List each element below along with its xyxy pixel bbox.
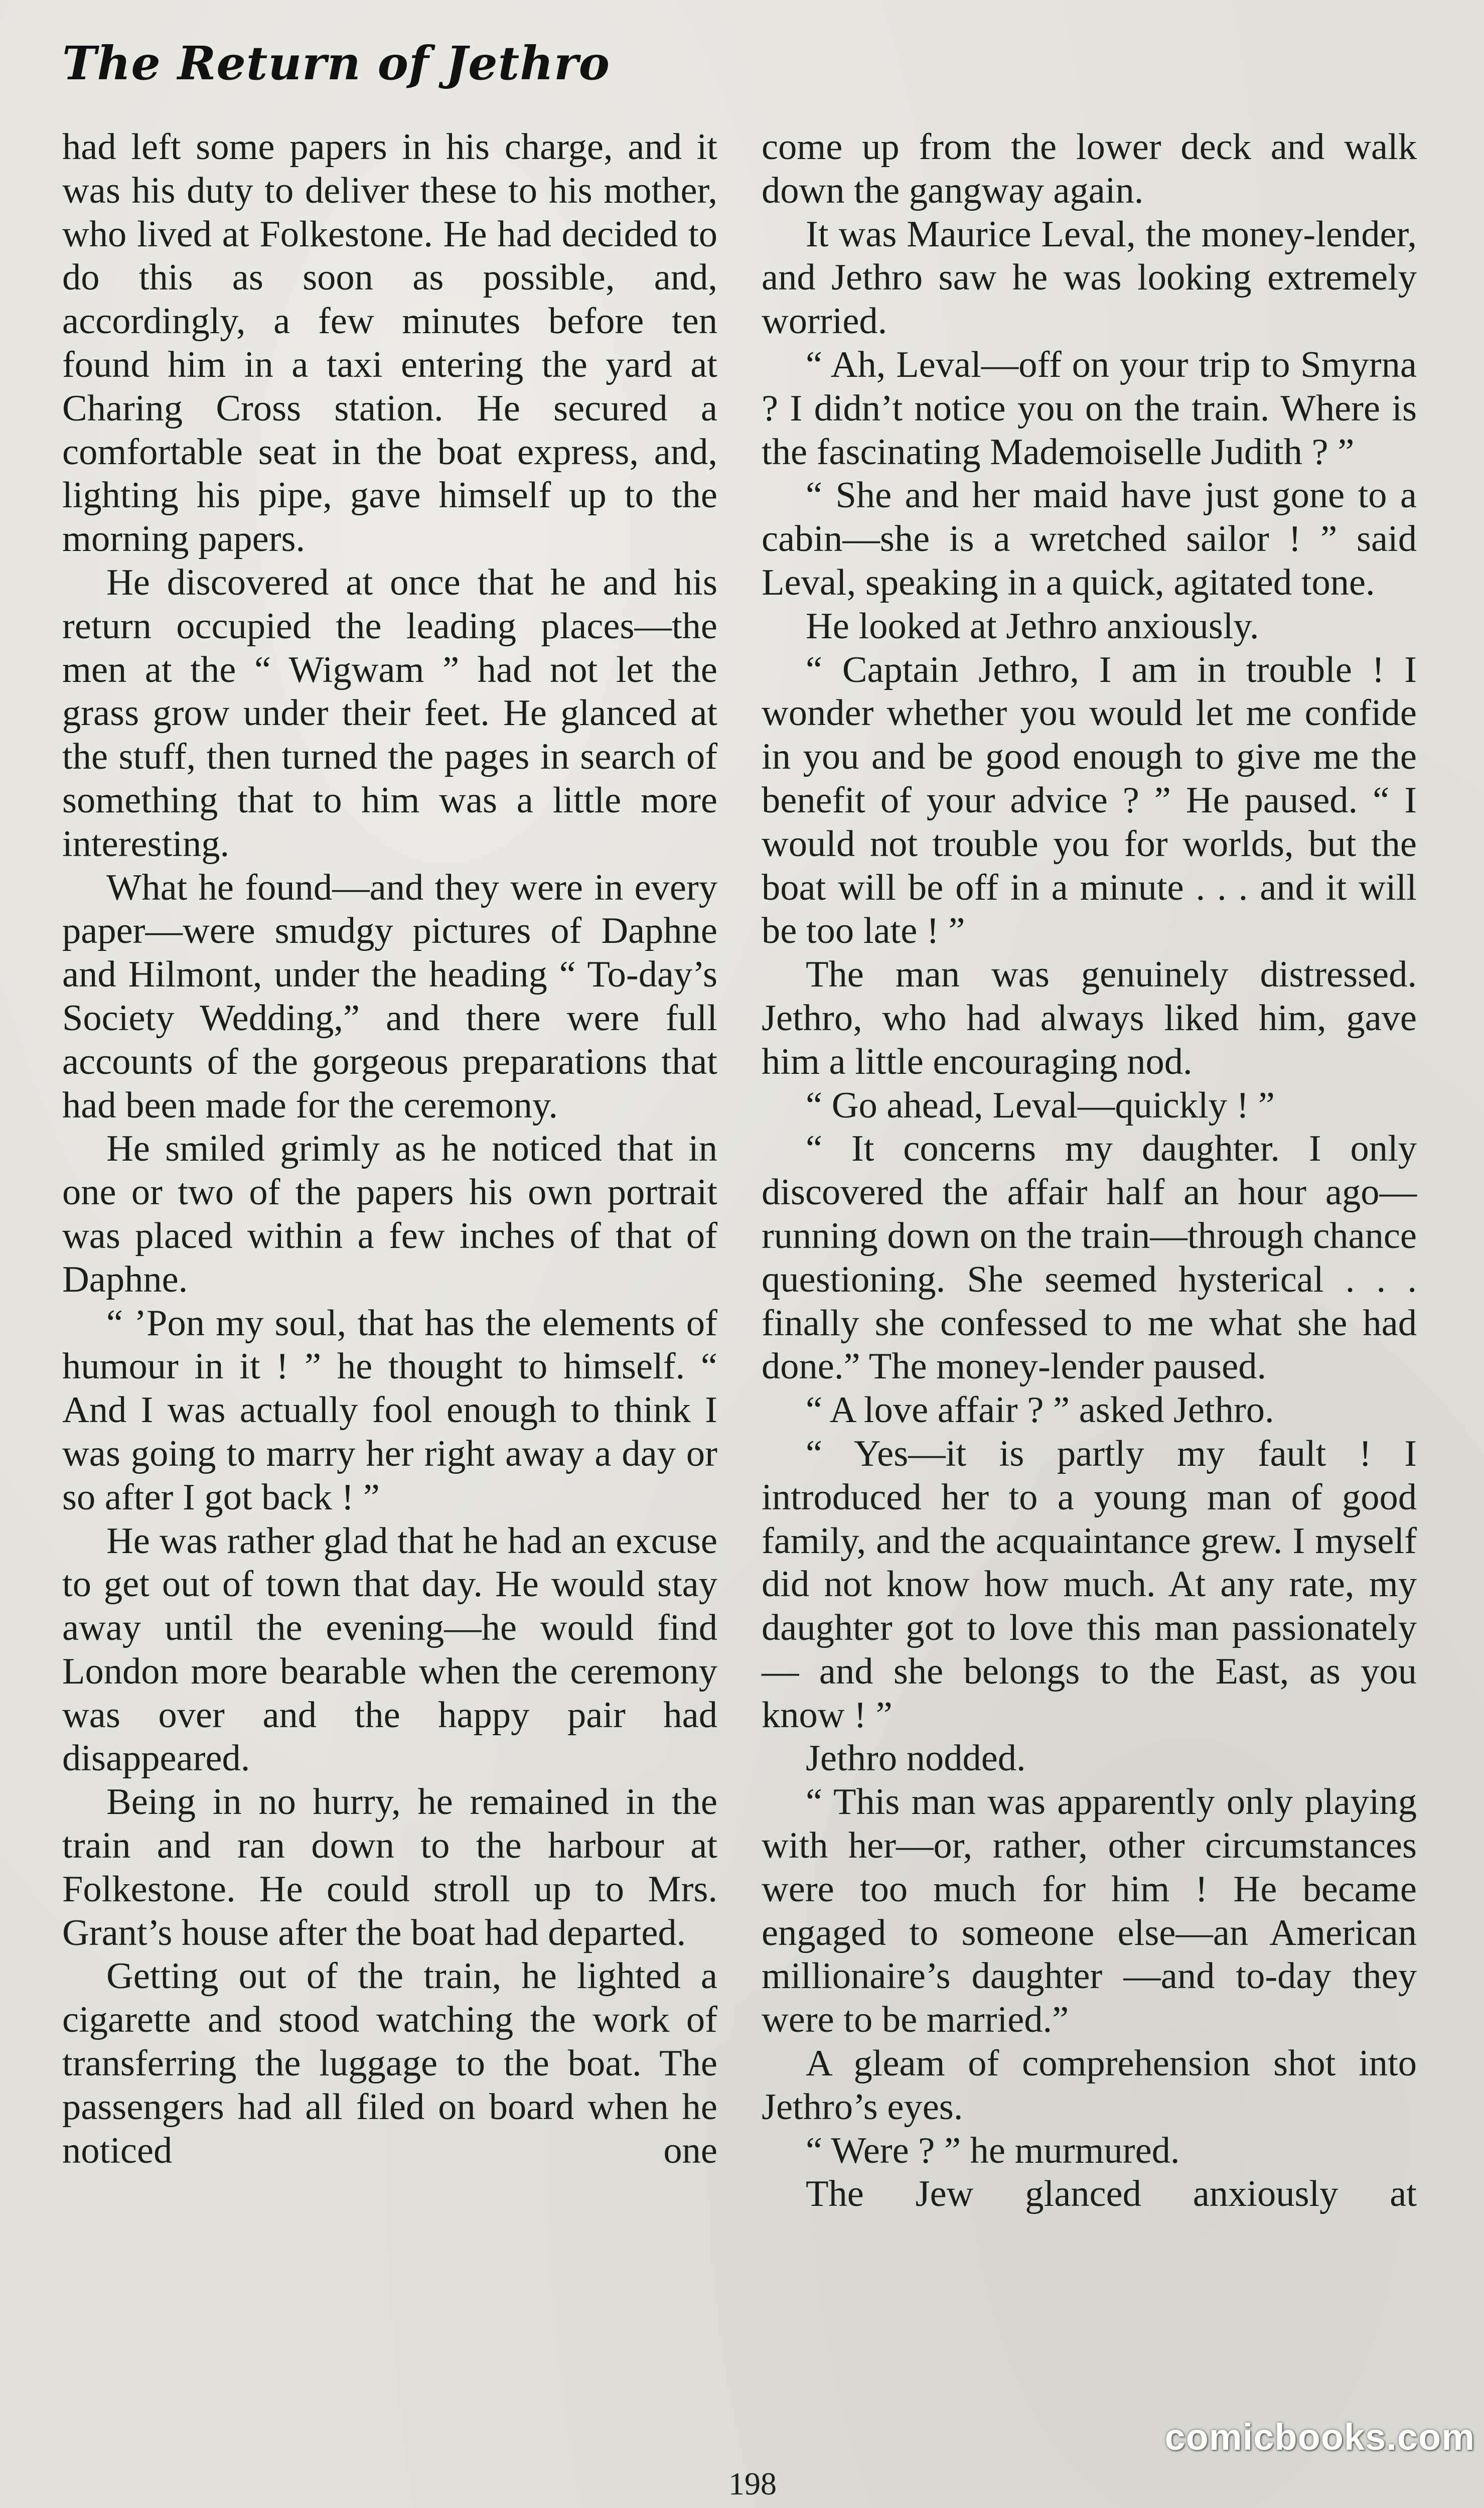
left-text-column [62,125,717,2172]
right-column-paragraph: Jethro nodded. [806,1738,1026,1779]
right-column-paragraph: It was Maurice Leval, the money-lender, and Jethro saw he was looking extremely worried. [762,213,1417,342]
right-column-paragraph: The man was genuinely distressed. Jethro, who had always liked him, gave him a little encouraging nod. [762,954,1417,1082]
right-column-paragraph: The Jew glanced anxiously at [806,2173,1417,2215]
right-column-paragraph: “ It concerns my daughter. I only discovered the affair half an hour ago—running down on the train—through chance questioning. She seemed hysterical . . . finally she confessed to me what she had done.” The money-lender paused. [762,1128,1417,1387]
left-column-paragraph: He discovered at once that he and his return occupied the leading places—the men at the “ Wigwam ” had not let the grass grow under their feet. He glanced at the stuff, then turned the pages in search of something that to him was a little more interesting. [62,562,717,865]
left-column-paragraph: He smiled grimly as he noticed that in one or two of the papers his own portrait was placed within a few inches of that of Daphne. [62,1128,717,1300]
right-column-paragraph: “ She and her maid have just gone to a cabin—she is a wretched sailor ! ” said Leval, speaking in a quick, agitated tone. [762,475,1417,603]
right-column-paragraph: “ Go ahead, Leval—quickly ! ” [806,1084,1275,1126]
right-column-paragraph: A gleam of comprehension shot into Jethro’s eyes. [762,2043,1417,2128]
story-title: The Return of Jethro [62,36,610,90]
left-column-paragraph: He was rather glad that he had an excuse to get out of town that day. He would stay away until the evening—he would find London more bearable when the ceremony was over and the happy pair had disappeared. [62,1520,717,1779]
right-column-paragraph: He looked at Jethro anxiously. [806,605,1259,647]
page-number: 198 [728,2466,777,2501]
left-column-paragraph: “ ’Pon my soul, that has the elements of humour in it ! ” he thought to himself. “ And I was actually fool enough to think I was going to marry her right away a day or so after I got back ! ” [62,1302,717,1518]
left-column-paragraph: Being in no hurry, he remained in the train and ran down to the harbour at Folkestone. He could stroll up to Mrs. Grant’s house after the boat had departed. [62,1781,717,1954]
right-text-column [762,125,1417,2216]
right-column-paragraph: “ Yes—it is partly my fault ! I introduced her to a young man of good family, and the acquaintance grew. I myself did not know how much. At any rate, my daughter got to love this man passionately — and she belongs to the East, as you know ! ” [762,1433,1417,1736]
left-column-paragraph: What he found—and they were in every paper—were smudgy pictures of Daphne and Hilmont, under the heading “ To-day’s Society Wedding,” and there were full accounts of the gorgeous preparations that had been made for the ceremony. [62,867,717,1126]
left-column-paragraph: had left some papers in his charge, and it was his duty to deliver these to his mother, who lived at Folkestone. He had decided to do this as soon as possible, and, accordingly, a few minutes before ten found him in a taxi entering the yard at Charing Cross station. He secured a comfortable seat in the boat express, and, lighting his pipe, gave himself up to the morning papers. [62,126,717,560]
site-watermark: comicbooks.com [1164,2416,1475,2458]
right-column-paragraph: “ This man was apparently only playing with her—or, rather, other circumstances were too much for him ! He became engaged to someone else—an American millionaire’s daughter —and to-day they were to be married.” [762,1781,1417,2041]
right-column-paragraph: “ Were ? ” he murmured. [806,2130,1180,2171]
right-column-paragraph: “ A love affair ? ” asked Jethro. [806,1389,1274,1431]
right-column-paragraph: “ Ah, Leval—off on your trip to Smyrna ? I didn’t notice you on the train. Where is the fascinating Mademoiselle Judith ? ” [762,344,1417,473]
left-column-paragraph: Getting out of the train, he lighted a cigarette and stood watching the work of transferring the luggage to the boat. The passengers had all filed on board when he noticed one [62,1956,717,2171]
right-column-paragraph: come up from the lower deck and walk down the gangway again. [762,126,1417,211]
right-column-paragraph: “ Captain Jethro, I am in trouble ! I wonder whether you would let me confide in you and be good enough to give me the benefit of your advice ? ” He paused. “ I would not trouble you for worlds, but the boat will be off in a minute . . . and it will be too late ! ” [762,649,1417,952]
